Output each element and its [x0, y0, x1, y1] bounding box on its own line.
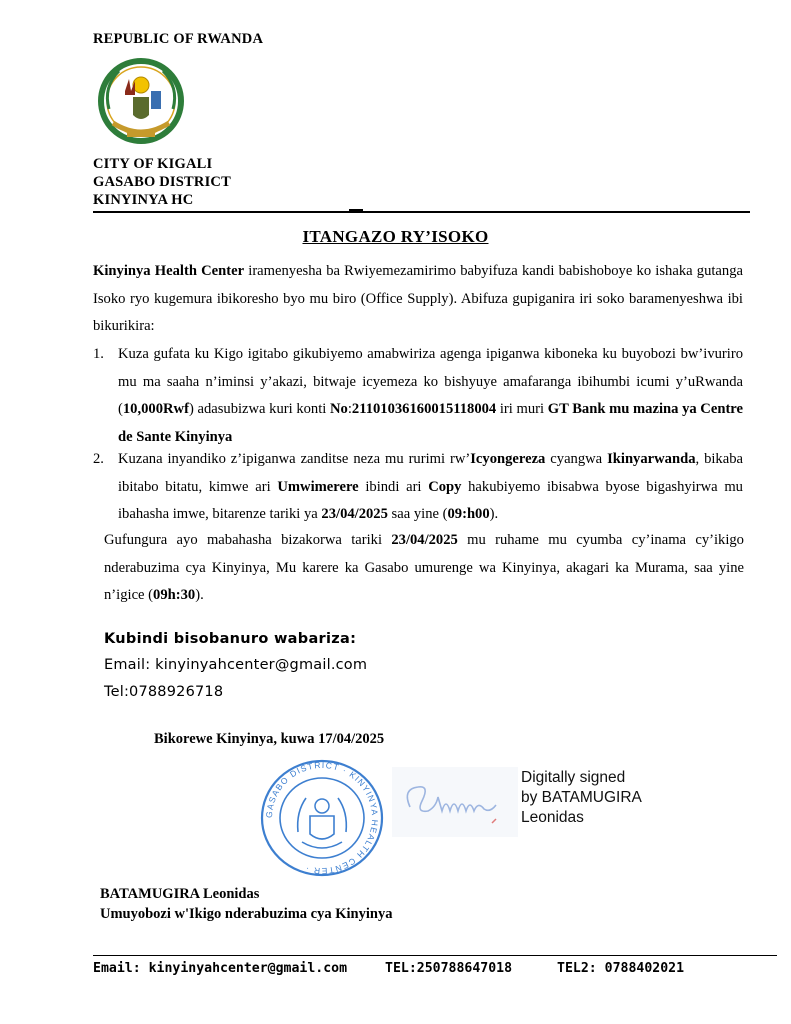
digital-signature-line-3: Leonidas [521, 809, 584, 826]
item-2-part: Kuzana inyandiko z’ipiganwa zanditse neza mu rurimi rw’ [118, 451, 471, 467]
item-2-language-kinyarwanda: Ikinyarwanda [607, 451, 696, 467]
item-2-original: Umwimerere [277, 478, 359, 495]
item-1-no-label: No [330, 401, 348, 417]
item-2-part: cyangwa [545, 451, 608, 467]
intro-text: iramenyesha ba Rwiyemezamirimo babyifuza kandi babishoboye ko ishaka gutanga Isoko ryo kugemura ibikoresho byo mu biro (Office Supply). Abifuza gupiganira iri soko baramenyeshwa ibi bikurikira: [93, 263, 743, 334]
item-2-part: , bikaba ibitabo bitatu, kimwe ari [118, 451, 743, 495]
digital-signature-line-2: by BATAMUGIRA [521, 789, 642, 806]
item-1-part: : [347, 401, 352, 417]
handwritten-signature-icon [392, 767, 518, 837]
contact-heading: Kubindi bisobanuro wabariza: [104, 631, 357, 647]
intro-paragraph [93, 258, 743, 341]
item-1-part: iri muri [496, 401, 548, 417]
page-title: ITANGAZO RY’ISOKO [302, 227, 489, 246]
item-1-amount: 10,000Rwf [122, 401, 189, 417]
opening-time: 09h:30 [153, 587, 196, 603]
digital-signature-line-1: Digitally signed [521, 769, 626, 786]
header-divider [93, 211, 750, 213]
rwanda-coat-of-arms-icon [93, 57, 189, 149]
opening-part: ). [195, 587, 204, 603]
city-name: CITY OF KIGALI [93, 156, 213, 172]
district-name: GASABO DISTRICT [93, 174, 231, 190]
item-2-part: saa yine ( [387, 506, 448, 522]
item-2-language-english: Icyongereza [470, 451, 546, 467]
item-1-part: ) adasubizwa kuri konti [188, 401, 330, 417]
footer-divider [93, 955, 777, 956]
footer-email: Email: kinyinyahcenter@gmail.com [93, 961, 348, 976]
contact-tel: Tel:0788926718 [104, 684, 224, 700]
item-2-deadline-date: 23/04/2025 [321, 506, 388, 522]
signatory-name: BATAMUGIRA Leonidas [100, 886, 260, 902]
footer-tel2: TEL2: 0788402021 [557, 961, 685, 976]
place-date: Bikorewe Kinyinya, kuwa 17/04/2025 [154, 731, 385, 747]
item-2-part: ). [489, 506, 499, 522]
digital-signature-block [521, 768, 642, 828]
item-2-part: hakubiyemo ibisabwa byose bigashyirwa mu ibahasha imwe, bitarenze tariki ya [118, 478, 743, 522]
divider-mark [349, 209, 363, 211]
opening-part: Gufungura ayo mabahasha bizakorwa tariki [104, 532, 392, 548]
contact-email: Email: kinyinyahcenter@gmail.com [104, 657, 368, 673]
item-2-number: 2. [93, 451, 104, 467]
item-2-text [118, 446, 743, 529]
item-1-part: Kuza gufata ku Kigo igitabo gikubiyemo amabwiriza agenga ipiganwa kiboneka ku buyobozi bw’ivuriro mu ma saaha n’iminsi y’akazi, bitwaje icyemeza ko bishyuye amafaranga ibihumbi icumi y’uRwanda ( [118, 346, 743, 417]
opening-date: 23/04/2025 [391, 532, 458, 548]
footer-tel: TEL:250788647018 [385, 961, 513, 976]
stamp-ring-text: GASABO DISTRICT · KINYINYA HEALTH CENTER · [263, 759, 381, 877]
signatory-role: Umuyobozi w'Ikigo nderabuzima cya Kinyinya [100, 906, 393, 922]
opening-paragraph [104, 527, 744, 610]
item-1-text [118, 341, 743, 451]
country-name: REPUBLIC OF RWANDA [93, 31, 264, 47]
opening-part: mu ruhame mu cyumba cy’inama cy’ikigo nderabuzima cya Kinyinya, Mu karere ka Gasabo umurenge wa Kinyinya, akagari ka Murama, saa yine n’igice ( [104, 532, 744, 603]
item-2-copy: Copy [428, 478, 462, 495]
intro-org: Kinyinya Health Center [93, 263, 245, 279]
facility-name: KINYINYA HC [93, 192, 194, 208]
item-2-deadline-time: 09:h00 [447, 506, 490, 522]
item-1-account-number: 21101036160015118004 [351, 401, 497, 417]
item-1-number: 1. [93, 346, 104, 362]
item-2-part: ibindi ari [358, 478, 429, 495]
item-1-bank: GT Bank mu mazina ya Centre de Sante Kinyinya [118, 401, 743, 445]
official-stamp-icon [258, 758, 386, 878]
